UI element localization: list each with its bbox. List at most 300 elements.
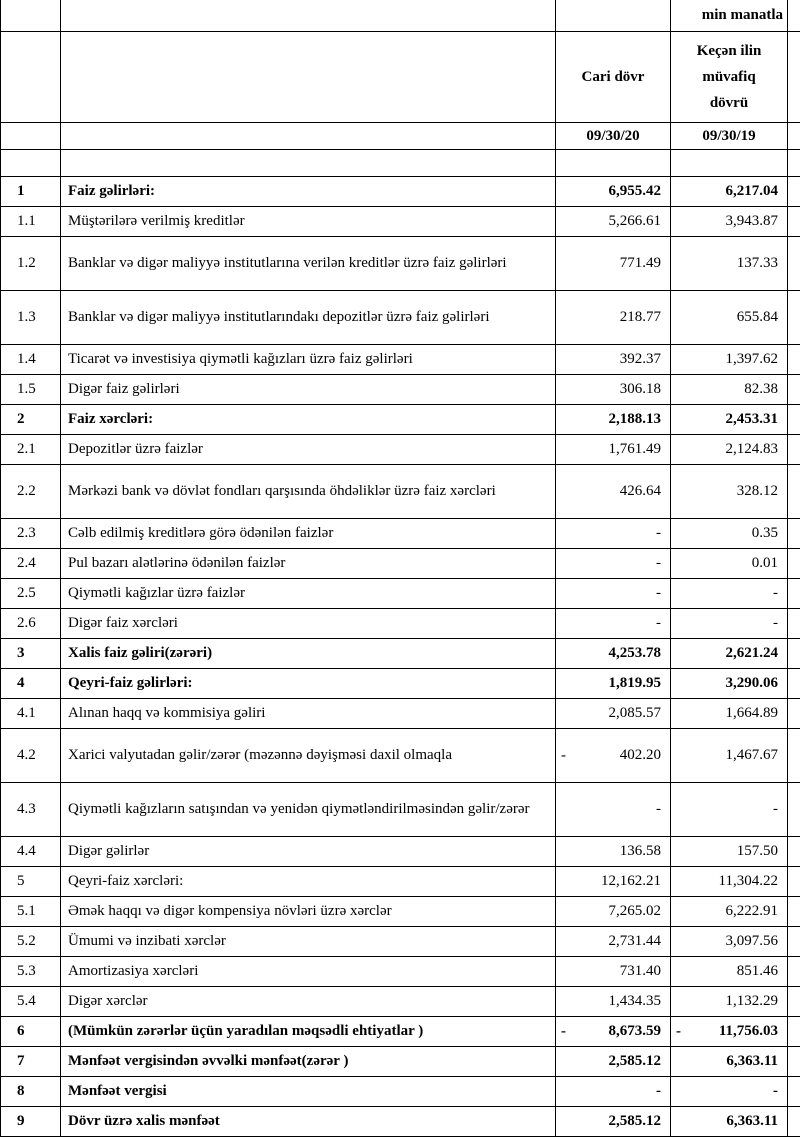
row-number-cell — [1, 579, 61, 609]
table-row — [1, 729, 800, 783]
previous-value: 3,290.06 — [726, 675, 779, 691]
row-label: Digər gəlirlər — [68, 843, 149, 859]
current-value-cell — [556, 579, 671, 609]
previous-period-date: 09/30/19 — [671, 123, 788, 150]
previous-value: 0.01 — [752, 555, 778, 571]
current-value: - — [656, 1083, 661, 1099]
previous-value-cell — [671, 435, 788, 465]
negative-sign: - — [561, 1023, 566, 1040]
row-label: Digər faiz gəlirləri — [68, 381, 180, 397]
table-row — [1, 237, 800, 291]
previous-value: 11,756.03 — [719, 1023, 778, 1039]
row-number-cell — [1, 207, 61, 237]
row-label-cell — [61, 669, 556, 699]
row-label: Mənfəət vergisindən əvvəlki mənfəət(zərər ) — [68, 1053, 348, 1069]
current-value-cell — [556, 435, 671, 465]
row-number: 1.5 — [17, 381, 36, 397]
row-number-cell — [1, 639, 61, 669]
previous-value: - — [773, 801, 778, 817]
row-number-cell — [1, 783, 61, 837]
row-label-cell — [61, 519, 556, 549]
row-number: 4.1 — [17, 705, 36, 721]
previous-value-cell — [671, 897, 788, 927]
previous-value-cell — [671, 837, 788, 867]
table-row — [1, 639, 800, 669]
previous-value: 1,664.89 — [726, 705, 779, 721]
negative-sign: - — [676, 1023, 681, 1040]
grid-edge-column — [788, 729, 800, 783]
previous-value-cell — [671, 1017, 788, 1047]
row-label-cell — [61, 927, 556, 957]
row-label-cell — [61, 699, 556, 729]
row-label: Mərkəzi bank və dövlət fondları qarşısında öhdəliklər üzrə faiz xərcləri — [68, 483, 496, 499]
row-number-cell — [1, 549, 61, 579]
row-number-cell — [1, 291, 61, 345]
row-label-cell — [61, 639, 556, 669]
previous-value: 6,222.91 — [726, 903, 779, 919]
table-row — [1, 345, 800, 375]
row-number: 1.3 — [17, 309, 36, 325]
empty-cell — [61, 0, 556, 32]
previous-value: 11,304.22 — [719, 873, 778, 889]
row-number: 2.5 — [17, 585, 36, 601]
grid-edge-column — [788, 207, 800, 237]
row-number: 3 — [17, 645, 25, 661]
row-label-cell — [61, 207, 556, 237]
current-value-cell — [556, 291, 671, 345]
current-value-cell — [556, 237, 671, 291]
row-label: (Mümkün zərərlər üçün yaradılan məqsədli ehtiyatlar ) — [68, 1023, 423, 1039]
table-row — [1, 435, 800, 465]
previous-value: 82.38 — [744, 381, 778, 397]
previous-value-cell — [671, 927, 788, 957]
current-value-cell — [556, 729, 671, 783]
row-label-cell — [61, 237, 556, 291]
empty-cell — [61, 32, 556, 123]
previous-value-cell — [671, 609, 788, 639]
current-value-cell — [556, 867, 671, 897]
row-number-cell — [1, 1047, 61, 1077]
previous-value: 157.50 — [737, 843, 778, 859]
row-label-cell — [61, 549, 556, 579]
current-value-cell — [556, 897, 671, 927]
empty-cell — [671, 150, 788, 177]
current-value-cell — [556, 375, 671, 405]
previous-value-cell — [671, 519, 788, 549]
grid-edge-column — [788, 291, 800, 345]
current-value: - — [656, 801, 661, 817]
row-label-cell — [61, 837, 556, 867]
previous-value: 1,467.67 — [726, 747, 779, 763]
row-number: 4 — [17, 675, 25, 691]
row-number-cell — [1, 729, 61, 783]
row-label-cell — [61, 405, 556, 435]
current-value: 218.77 — [620, 309, 661, 325]
current-value: 402.20 — [620, 747, 661, 763]
current-value: 2,085.57 — [609, 705, 662, 721]
previous-value-cell — [671, 639, 788, 669]
current-value-cell — [556, 639, 671, 669]
row-number-cell — [1, 867, 61, 897]
row-label: Cəlb edilmiş kreditlərə görə ödənilən faizlər — [68, 525, 333, 541]
current-value-cell — [556, 1107, 671, 1137]
current-value: - — [656, 585, 661, 601]
table-row — [1, 669, 800, 699]
row-number-cell — [1, 519, 61, 549]
previous-value: 655.84 — [737, 309, 778, 325]
row-label-cell — [61, 729, 556, 783]
row-label: Ümumi və inzibati xərclər — [68, 933, 226, 949]
row-label: Mənfəət vergisi — [68, 1083, 167, 1099]
previous-value: 3,097.56 — [726, 933, 779, 949]
previous-value: 2,124.83 — [726, 441, 779, 457]
empty-cell — [61, 123, 556, 150]
row-label: Pul bazarı alətlərinə ödənilən faizlər — [68, 555, 285, 571]
grid-edge-column — [788, 669, 800, 699]
current-value: 2,188.13 — [609, 411, 662, 427]
grid-edge-column — [788, 927, 800, 957]
current-value-cell — [556, 609, 671, 639]
row-number-cell — [1, 669, 61, 699]
previous-value: - — [773, 1083, 778, 1099]
grid-edge-column — [788, 837, 800, 867]
current-value: 2,585.12 — [609, 1113, 662, 1129]
unit-label: min manatla — [671, 0, 788, 32]
table-row — [1, 897, 800, 927]
table-row — [1, 375, 800, 405]
current-value-cell — [556, 837, 671, 867]
current-value-cell — [556, 699, 671, 729]
row-number: 5 — [17, 873, 25, 889]
row-number: 4.2 — [17, 747, 36, 763]
row-number: 5.4 — [17, 993, 36, 1009]
date-row — [1, 123, 800, 150]
previous-value: - — [773, 585, 778, 601]
current-value: 7,265.02 — [609, 903, 662, 919]
empty-cell — [1, 123, 61, 150]
table-row — [1, 519, 800, 549]
row-number-cell — [1, 957, 61, 987]
grid-edge-column — [788, 783, 800, 837]
grid-edge-column — [788, 957, 800, 987]
row-label: Qeyri-faiz gəlirləri: — [68, 675, 193, 691]
row-label: Qeyri-faiz xərcləri: — [68, 873, 183, 889]
table-row — [1, 927, 800, 957]
current-value: 426.64 — [620, 483, 661, 499]
column-header-previous: Keçən ilin müvafiq dövrü — [671, 32, 788, 123]
grid-edge-column — [788, 435, 800, 465]
row-number-cell — [1, 837, 61, 867]
grid-edge-column — [788, 177, 800, 207]
current-value: - — [656, 615, 661, 631]
row-number-cell — [1, 987, 61, 1017]
row-number: 9 — [17, 1113, 25, 1129]
row-label-cell — [61, 435, 556, 465]
current-value-cell — [556, 1047, 671, 1077]
row-number: 1.2 — [17, 255, 36, 271]
row-label: Əmək haqqı və digər kompensiya növləri üzrə xərclər — [68, 903, 392, 919]
row-label: Banklar və digər maliyyə institutlarına verilən kreditlər üzrə faiz gəlirləri — [68, 255, 507, 271]
row-number-cell — [1, 927, 61, 957]
previous-value: 2,453.31 — [726, 411, 779, 427]
grid-edge-column — [788, 345, 800, 375]
row-label-cell — [61, 579, 556, 609]
table-row — [1, 1107, 800, 1137]
current-value-cell — [556, 405, 671, 435]
previous-value-cell — [671, 957, 788, 987]
grid-edge-column — [788, 639, 800, 669]
grid-edge-column — [788, 375, 800, 405]
grid-edge-column — [788, 579, 800, 609]
table-row — [1, 957, 800, 987]
previous-value-cell — [671, 1107, 788, 1137]
previous-value: 6,363.11 — [726, 1113, 778, 1129]
current-value: 1,819.95 — [609, 675, 662, 691]
row-label-cell — [61, 291, 556, 345]
row-number-cell — [1, 345, 61, 375]
row-label-cell — [61, 345, 556, 375]
row-label-cell — [61, 1077, 556, 1107]
current-value: 2,731.44 — [609, 933, 662, 949]
grid-edge-column — [788, 150, 800, 177]
column-header-current: Cari dövr — [556, 32, 671, 123]
table-row — [1, 291, 800, 345]
previous-value-cell — [671, 345, 788, 375]
table-row — [1, 177, 800, 207]
row-number: 1 — [17, 183, 25, 199]
table-row — [1, 1077, 800, 1107]
row-number-cell — [1, 1107, 61, 1137]
row-label-cell — [61, 897, 556, 927]
row-number: 1.1 — [17, 213, 36, 229]
row-number: 4.4 — [17, 843, 36, 859]
row-number-cell — [1, 897, 61, 927]
row-number-cell — [1, 435, 61, 465]
row-number: 5.1 — [17, 903, 36, 919]
grid-edge-column — [788, 1017, 800, 1047]
grid-edge-column — [788, 123, 800, 150]
row-label: Faiz gəlirləri: — [68, 183, 155, 199]
spacer-row — [1, 150, 800, 177]
row-label: Xalis faiz gəliri(zərəri) — [68, 645, 212, 661]
grid-edge-column — [788, 32, 800, 123]
grid-edge-column — [788, 519, 800, 549]
current-value-cell — [556, 987, 671, 1017]
header-row — [1, 32, 800, 123]
current-value-cell — [556, 519, 671, 549]
row-number: 2.3 — [17, 525, 36, 541]
empty-cell — [61, 150, 556, 177]
row-number: 5.2 — [17, 933, 36, 949]
grid-edge-column — [788, 465, 800, 519]
grid-edge-column — [788, 1107, 800, 1137]
previous-value: 137.33 — [737, 255, 778, 271]
current-value-cell — [556, 207, 671, 237]
row-label-cell — [61, 987, 556, 1017]
previous-value-cell — [671, 375, 788, 405]
table-row — [1, 465, 800, 519]
empty-cell — [556, 0, 671, 32]
row-number: 8 — [17, 1083, 25, 1099]
row-label: Amortizasiya xərcləri — [68, 963, 198, 979]
row-label: Dövr üzrə xalis mənfəət — [68, 1113, 220, 1129]
previous-value: 6,363.11 — [726, 1053, 778, 1069]
previous-value-cell — [671, 579, 788, 609]
previous-value: 1,397.62 — [726, 351, 779, 367]
table-row — [1, 549, 800, 579]
previous-value-cell — [671, 987, 788, 1017]
row-number-cell — [1, 465, 61, 519]
table-row — [1, 987, 800, 1017]
unit-row — [1, 0, 800, 32]
previous-value-cell — [671, 1047, 788, 1077]
current-value-cell — [556, 669, 671, 699]
row-label-cell — [61, 1047, 556, 1077]
previous-value: 851.46 — [737, 963, 778, 979]
current-value: 8,673.59 — [609, 1023, 662, 1039]
previous-value-cell — [671, 699, 788, 729]
row-label-cell — [61, 957, 556, 987]
negative-sign: - — [561, 747, 566, 764]
current-value-cell — [556, 1077, 671, 1107]
row-number-cell — [1, 237, 61, 291]
grid-edge-column — [788, 549, 800, 579]
current-value: 731.40 — [620, 963, 661, 979]
row-label: Müştərilərə verilmiş kreditlər — [68, 213, 245, 229]
current-value: 306.18 — [620, 381, 661, 397]
table-row — [1, 405, 800, 435]
previous-value-cell — [671, 729, 788, 783]
grid-edge-column — [788, 609, 800, 639]
empty-cell — [556, 150, 671, 177]
previous-value: 2,621.24 — [726, 645, 779, 661]
current-value: 1,761.49 — [609, 441, 662, 457]
current-value-cell — [556, 783, 671, 837]
current-value: - — [656, 525, 661, 541]
row-label: Banklar və digər maliyyə institutlarındakı depozitlər üzrə faiz gəlirləri — [68, 309, 490, 325]
table-row — [1, 1047, 800, 1077]
row-number-cell — [1, 177, 61, 207]
row-label-cell — [61, 177, 556, 207]
current-value: 6,955.42 — [609, 183, 662, 199]
previous-value-cell — [671, 1077, 788, 1107]
current-value-cell — [556, 345, 671, 375]
row-number: 2.6 — [17, 615, 36, 631]
row-number: 2 — [17, 411, 25, 427]
table-row — [1, 867, 800, 897]
row-label: Alınan haqq və kommisiya gəliri — [68, 705, 265, 721]
row-number-cell — [1, 375, 61, 405]
row-label-cell — [61, 867, 556, 897]
row-label: Ticarət və investisiya qiymətli kağızları üzrə faiz gəlirləri — [68, 351, 413, 367]
previous-value: 0.35 — [752, 525, 778, 541]
row-number: 2.4 — [17, 555, 36, 571]
row-number-cell — [1, 405, 61, 435]
previous-value-cell — [671, 237, 788, 291]
row-label-cell — [61, 465, 556, 519]
row-label: Faiz xərcləri: — [68, 411, 153, 427]
current-value-cell — [556, 465, 671, 519]
row-label: Qiymətli kağızların satışından və yenidən qiymətləndirilməsindən gəlir/zərər — [68, 801, 530, 817]
current-period-date: 09/30/20 — [556, 123, 671, 150]
current-value: 771.49 — [620, 255, 661, 271]
table-row — [1, 699, 800, 729]
current-value: 5,266.61 — [609, 213, 662, 229]
empty-cell — [1, 32, 61, 123]
row-label-cell — [61, 375, 556, 405]
current-value-cell — [556, 1017, 671, 1047]
current-value: - — [656, 555, 661, 571]
row-number-cell — [1, 1017, 61, 1047]
table-row — [1, 579, 800, 609]
row-number: 2.2 — [17, 483, 36, 499]
grid-edge-column — [788, 897, 800, 927]
row-label-cell — [61, 1017, 556, 1047]
table-row — [1, 837, 800, 867]
previous-value: 3,943.87 — [726, 213, 779, 229]
grid-edge-column — [788, 1077, 800, 1107]
current-value: 1,434.35 — [609, 993, 662, 1009]
table-row — [1, 1017, 800, 1047]
table-row — [1, 609, 800, 639]
empty-cell — [1, 0, 61, 32]
row-label: Qiymətli kağızlar üzrə faizlər — [68, 585, 245, 601]
row-label-cell — [61, 1107, 556, 1137]
current-value-cell — [556, 927, 671, 957]
grid-edge-column — [788, 405, 800, 435]
row-number: 6 — [17, 1023, 25, 1039]
grid-edge-column — [788, 1047, 800, 1077]
row-number: 4.3 — [17, 801, 36, 817]
row-number-cell — [1, 1077, 61, 1107]
row-number: 7 — [17, 1053, 25, 1069]
current-value-cell — [556, 549, 671, 579]
row-number: 2.1 — [17, 441, 36, 457]
previous-value-cell — [671, 177, 788, 207]
row-number-cell — [1, 699, 61, 729]
row-label: Digər xərclər — [68, 993, 148, 1009]
current-value-cell — [556, 177, 671, 207]
previous-value-cell — [671, 867, 788, 897]
previous-value-cell — [671, 783, 788, 837]
table-row — [1, 207, 800, 237]
empty-cell — [1, 150, 61, 177]
previous-value-cell — [671, 405, 788, 435]
current-value: 12,162.21 — [601, 873, 661, 889]
previous-value-cell — [671, 465, 788, 519]
previous-value-cell — [671, 291, 788, 345]
current-value-cell — [556, 957, 671, 987]
previous-value-cell — [671, 207, 788, 237]
grid-edge-column — [788, 0, 800, 32]
row-label: Xarici valyutadan gəlir/zərər (məzənnə dəyişməsi daxil olmaqla — [68, 747, 452, 763]
previous-value: 6,217.04 — [726, 183, 779, 199]
current-value: 2,585.12 — [609, 1053, 662, 1069]
previous-value-cell — [671, 669, 788, 699]
row-label-cell — [61, 783, 556, 837]
grid-edge-column — [788, 987, 800, 1017]
row-label: Digər faiz xərcləri — [68, 615, 178, 631]
row-label-cell — [61, 609, 556, 639]
previous-value-cell — [671, 549, 788, 579]
table-row — [1, 783, 800, 837]
current-value: 4,253.78 — [609, 645, 662, 661]
row-number: 5.3 — [17, 963, 36, 979]
current-value: 392.37 — [620, 351, 661, 367]
grid-edge-column — [788, 237, 800, 291]
grid-edge-column — [788, 699, 800, 729]
statement-rows — [1, 177, 800, 1137]
